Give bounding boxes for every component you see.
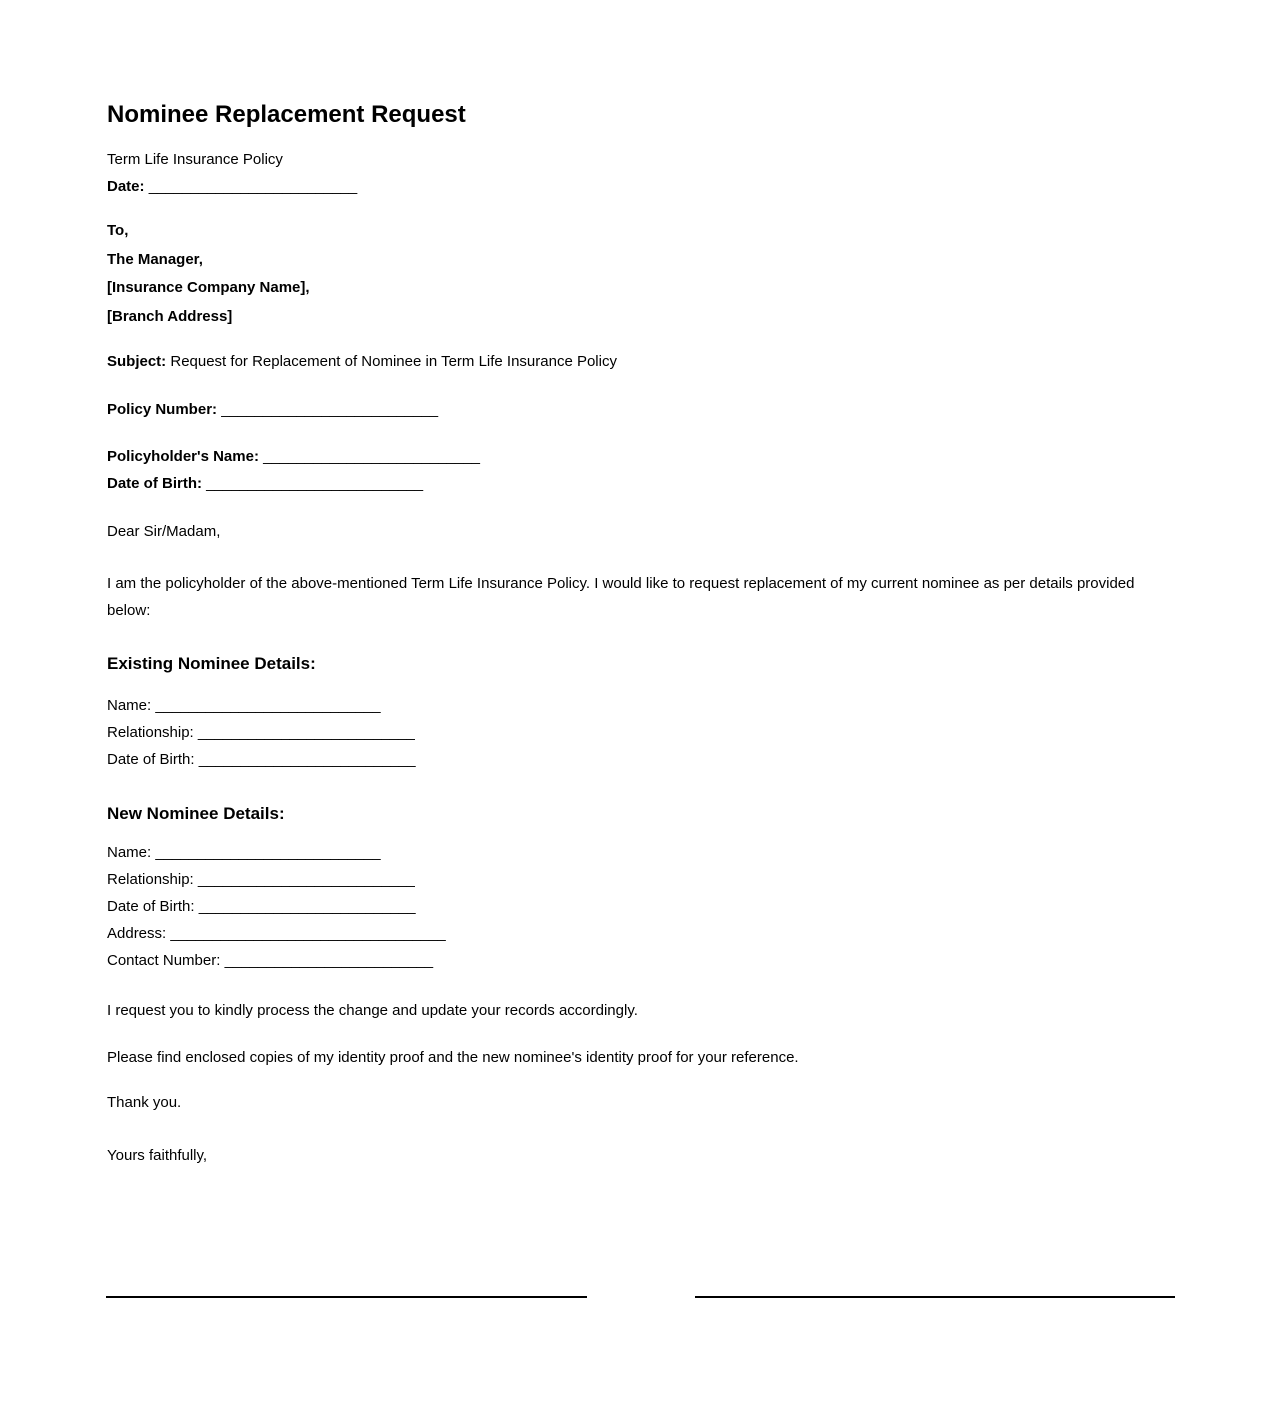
policyholder-block — [107, 443, 1157, 497]
existing-nominee-fields — [107, 692, 1157, 773]
new-nominee-address-field — [107, 920, 1157, 947]
existing-nominee-heading: Existing Nominee Details: — [107, 654, 316, 673]
recipient-block — [107, 217, 1157, 331]
existing-nominee-dob-label: Date of Birth: — [107, 751, 195, 768]
existing-nominee-name-field — [107, 692, 1157, 719]
page-title: Nominee Replacement Request — [107, 101, 466, 128]
new-nominee-name-blank-line: ___________________________ — [155, 844, 381, 861]
date-blank-line: _________________________ — [148, 178, 358, 195]
policy-number-blank-line: __________________________ — [221, 401, 439, 418]
new-nominee-contact-field — [107, 947, 1157, 974]
new-nominee-address-label: Address: — [107, 925, 167, 942]
signature-line-left — [106, 1296, 587, 1298]
thank-you-line: Thank you. — [107, 1094, 182, 1111]
signature-line-right — [695, 1296, 1175, 1298]
new-nominee-contact-label: Contact Number: — [107, 952, 221, 969]
policyholder-dob-blank-line: __________________________ — [206, 475, 424, 492]
page-subtitle: Term Life Insurance Policy — [107, 151, 283, 168]
new-nominee-dob-blank-line: __________________________ — [198, 898, 416, 915]
date-label: Date: — [107, 178, 145, 195]
new-nominee-relationship-blank-line: __________________________ — [197, 871, 415, 888]
new-nominee-contact-blank-line: _________________________ — [224, 952, 434, 969]
new-nominee-name-label: Name: — [107, 844, 152, 861]
enclosure-paragraph: Please find enclosed copies of my identity proof and the new nominee's identity proof for your reference. — [107, 1049, 799, 1066]
existing-nominee-name-label: Name: — [107, 697, 152, 714]
recipient-line-manager: The Manager, — [107, 250, 203, 268]
subject-line — [107, 348, 1157, 375]
recipient-line-address: [Branch Address] — [107, 307, 233, 325]
intro-paragraph: I am the policyholder of the above-mentioned Term Life Insurance Policy. I would like to request replacement of my current nominee as per details provided below: — [107, 575, 1135, 619]
request-paragraph: I request you to kindly process the change and update your records accordingly. — [107, 1002, 638, 1019]
recipient-line-company: [Insurance Company Name], — [107, 279, 310, 296]
policyholder-name-field — [107, 443, 1157, 470]
policyholder-dob-field — [107, 470, 1157, 497]
signoff-line: Yours faithfully, — [107, 1147, 208, 1164]
policy-number-field — [107, 396, 1157, 423]
existing-nominee-dob-blank-line: __________________________ — [198, 751, 416, 768]
new-nominee-relationship-field — [107, 866, 1157, 893]
signature-row — [106, 1296, 1175, 1298]
subject-label: Subject: — [107, 353, 167, 370]
existing-nominee-relationship-blank-line: __________________________ — [197, 724, 415, 741]
existing-nominee-dob-field — [107, 746, 1157, 773]
new-nominee-heading: New Nominee Details: — [107, 804, 285, 823]
existing-nominee-relationship-label: Relationship: — [107, 724, 194, 741]
subject-text: Request for Replacement of Nominee in Term Life Insurance Policy — [170, 353, 617, 370]
salutation: Dear Sir/Madam, — [107, 523, 221, 540]
policy-number-label: Policy Number: — [107, 401, 218, 418]
date-field — [107, 173, 1157, 200]
policyholder-name-label: Policyholder's Name: — [107, 448, 259, 465]
new-nominee-relationship-label: Relationship: — [107, 871, 194, 888]
recipient-line-to: To, — [107, 222, 129, 239]
new-nominee-dob-field — [107, 893, 1157, 920]
new-nominee-address-blank-line: _________________________________ — [170, 925, 446, 942]
new-nominee-name-field — [107, 839, 1157, 866]
new-nominee-dob-label: Date of Birth: — [107, 898, 195, 915]
policyholder-name-blank-line: __________________________ — [263, 448, 481, 465]
policyholder-dob-label: Date of Birth: — [107, 475, 202, 492]
new-nominee-fields — [107, 839, 1157, 974]
existing-nominee-name-blank-line: ___________________________ — [155, 697, 381, 714]
existing-nominee-relationship-field — [107, 719, 1157, 746]
